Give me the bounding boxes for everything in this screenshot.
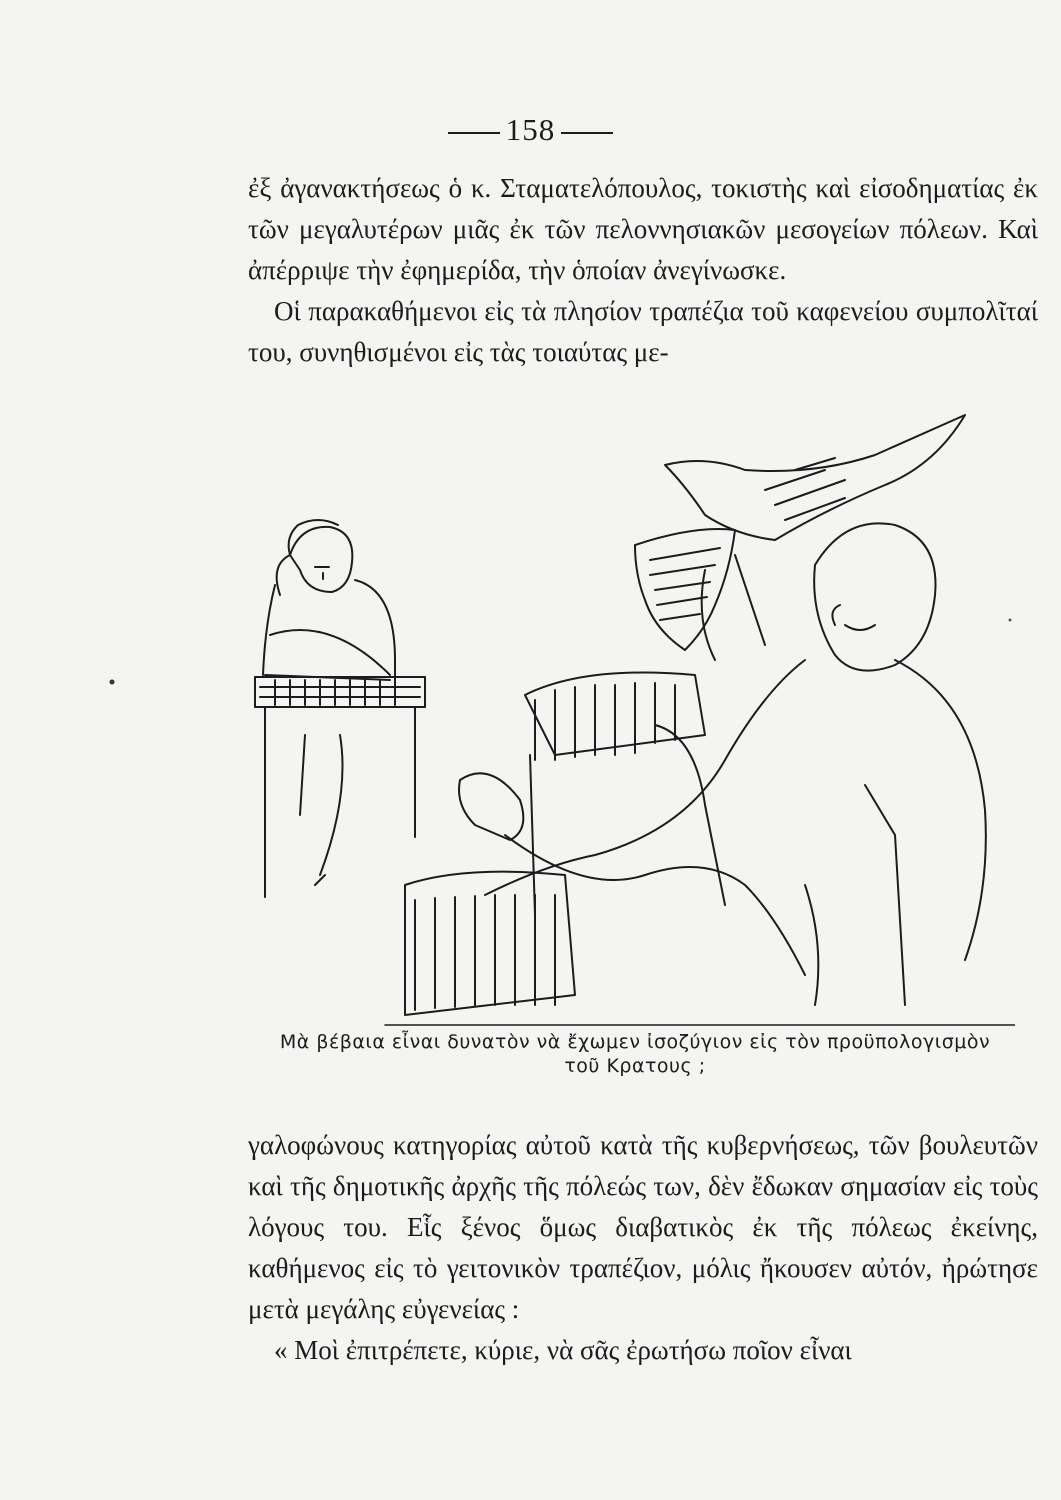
caption-line-1: Μὰ βέβαια εἶναι δυνατὸν νὰ ἔχωμεν ἰσοζύγιον εἰς τὸν προϋπολογισμὸν xyxy=(279,1031,991,1053)
armchair xyxy=(405,673,905,1016)
paragraph-top-line-2: Οἱ παρακαθήμενοι εἰς τὰ πλησίον τραπέζια τοῦ καφενείου συμπολῖταί του, συνηθισμένοι εἰς τὰς τοιαύτας με- xyxy=(248,296,1038,367)
paragraph-bottom-line-2: « Μοὶ ἐπιτρέπετε, κύριε, νὰ σᾶς ἐρωτήσω ποῖον εἶναι xyxy=(274,1335,852,1365)
paragraph-top xyxy=(248,168,1038,373)
paragraph-bottom xyxy=(248,1125,1038,1371)
reclining-man-figure xyxy=(459,523,986,1005)
cartoon-illustration xyxy=(245,405,1015,1030)
cafe-table xyxy=(255,677,425,897)
page-number xyxy=(0,112,1061,148)
held-newspaper xyxy=(635,529,735,650)
page-number-dash-right xyxy=(561,132,613,134)
caption-line-2: τοῦ Κρατους ; xyxy=(564,1055,706,1077)
seated-man-figure xyxy=(263,520,395,885)
page-number-text: 158 xyxy=(505,112,556,147)
paragraph-bottom-line-1: γαλοφώνους κατηγορίας αὐτοῦ κατὰ τῆς κυβερνήσεως, τῶν βουλευτῶν καὶ τῆς δημοτικῆς ἀρχῆς τῆς πόλεώς των, δὲν ἔδωκαν σημασίαν εἰς τοὺς λόγους του. Εἷς ξένος ὅμως διαβατικὸς ἐκ τῆς πόλεως ἐκείνης, καθήμενος εἰς τὸ γειτονικὸν τραπέζιον, μόλις ἤκουσεν αὐτόν, ἠρώτησε μετὰ μεγάλης εὐγενείας : xyxy=(248,1130,1038,1324)
paragraph-top-line-1: ἐξ ἀγανακτήσεως ὁ κ. Σταματελόπουλος, τοκιστὴς καὶ εἰσοδηματίας ἐκ τῶν μεγαλυτέρων μιᾶς ἐκ τῶν πελοννησιακῶν μεσογείων πόλεων. Καὶ ἀπέρριψε τὴν ἐφημερίδα, τὴν ὁποίαν ἀνεγίνωσκε. xyxy=(248,173,1038,285)
flying-newspaper xyxy=(665,415,965,540)
page-number-dash-left xyxy=(448,132,500,134)
illustration-caption xyxy=(240,1030,1030,1078)
